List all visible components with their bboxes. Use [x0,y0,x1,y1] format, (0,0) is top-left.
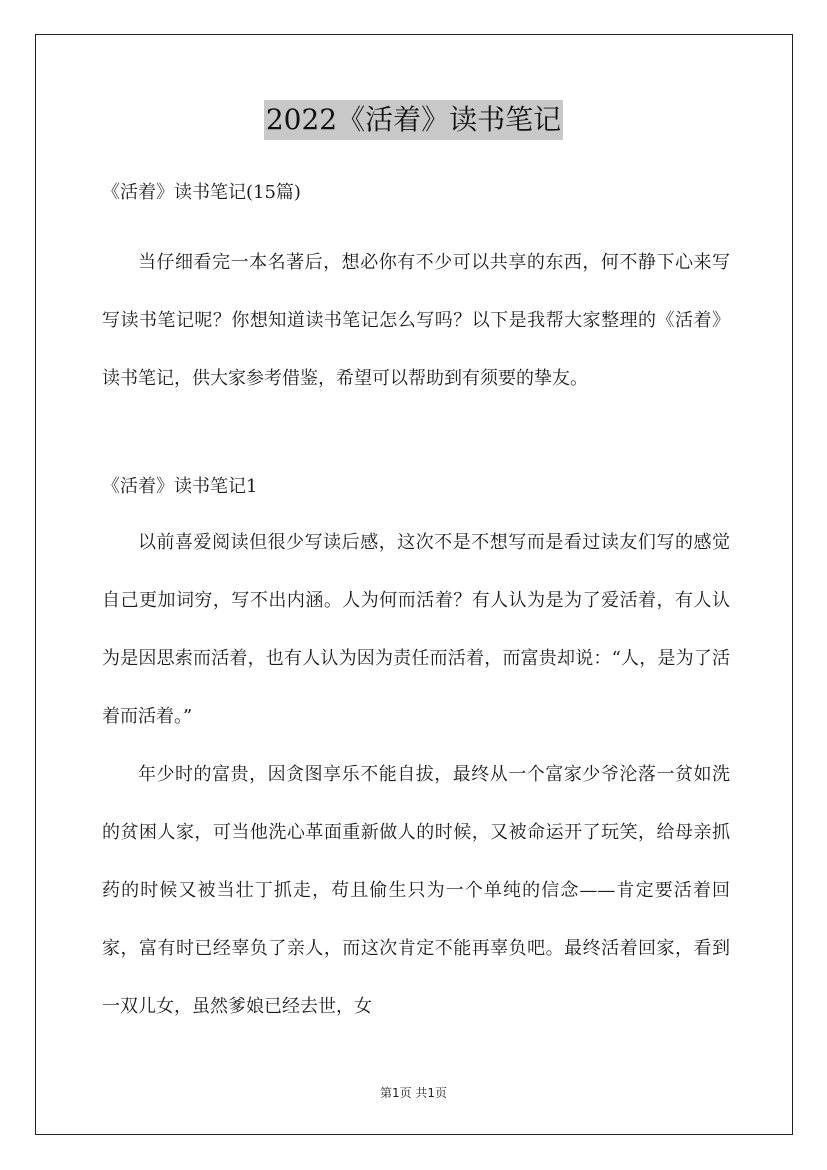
page-number: 第1页 共1页 [379,1086,448,1100]
document-title: 2022《活着》读书笔记 [264,100,563,140]
page-footer [0,1084,827,1101]
document-subtitle: 《活着》读书笔记(15篇) [102,182,301,203]
section-paragraph: 年少时的富贵，因贪图享乐不能自拔，最终从一个富家少爷沦落一贫如洗的贫困人家，可当他洗心革面重新做人的时候，又被命运开了玩笑，给母亲抓药的时候又被当壮丁抓走，苟且偷生只为一个单纯的信念——肯定要活着回家，富有时已经辜负了亲人，而这次肯定不能再辜负吧。最终活着回家，看到一双儿女，虽然爹娘已经去世，女 [102,764,730,1017]
document-title-container [0,100,827,140]
document-body [102,176,730,1036]
section-heading: 《活着》读书笔记1 [102,476,258,497]
section-paragraph: 以前喜爱阅读但很少写读后感，这次不是不想写而是看过读友们写的感觉自己更加词穷，写不出内涵。人为何而活着？有人认为是为了爱活着，有人认为是因思索而活着，也有人认为因为责任而活着，而富贵却说：“人，是为了活着而活着。” [102,532,730,727]
intro-paragraph: 当仔细看完一本名著后，想必你有不少可以共享的东西，何不静下心来写写读书笔记呢？你想知道读书笔记怎么写吗？以下是我帮大家整理的《活着》读书笔记，供大家参考借鉴，希望可以帮助到有须要的挚友。 [102,252,730,389]
